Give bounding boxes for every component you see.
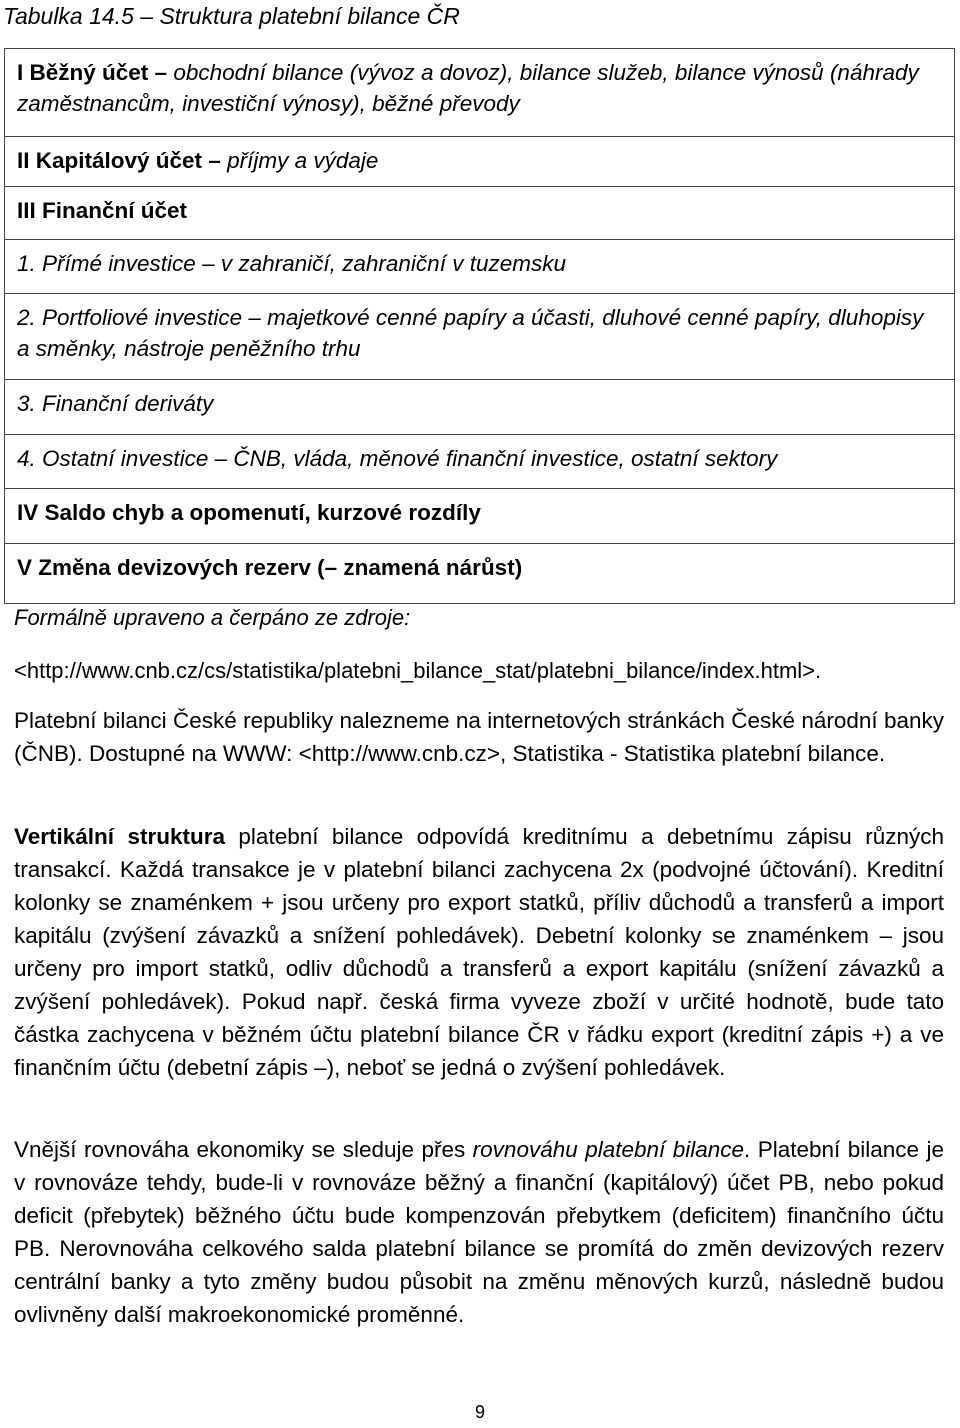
table-row-errors-omissions: IV Saldo chyb a opomenutí, kurzové rozdíly <box>5 489 954 544</box>
page-number: 9 <box>474 1402 485 1422</box>
paragraph-cnb-website: Platební bilanci České republiky nalezneme na internetových stránkách České národní banky (ČNB). Dostupné na WWW: <http://www.cnb.cz>, Statistika - Statistika platební bilance. <box>14 708 944 766</box>
capital-account-heading: II Kapitálový účet – <box>17 148 221 173</box>
table-row-portfolio-investment: 2. Portfoliové investice – majetkové cenné papíry a účasti, dluhové cenné papíry, dluhopisy a směnky, nástroje peněžního trhu <box>5 294 954 380</box>
table-row-other-investment: 4. Ostatní investice – ČNB, vláda, měnové finanční investice, ostatní sektory <box>5 435 954 489</box>
external-balance-start: Vnější rovnováha ekonomiky se sleduje přes <box>14 1137 473 1162</box>
table-row-capital-account <box>5 137 954 187</box>
table-row-direct-investment: 1. Přímé investice – v zahraničí, zahraniční v tuzemsku <box>5 240 954 294</box>
table-row-current-account <box>5 49 954 137</box>
current-account-items: obchodní bilance (vývoz a dovoz), bilance služeb, bilance výnosů (náhrady zaměstnancům, investiční výnosy), běžné převody <box>17 60 919 116</box>
table-caption: Tabulka 14.5 – Struktura platební bilance ČR <box>3 3 460 29</box>
source-label: Formálně upraveno a čerpáno ze zdroje: <box>14 605 411 630</box>
paragraph-external-balance <box>14 1133 944 1331</box>
vertical-structure-term: Vertikální struktura <box>14 824 225 849</box>
paragraph-vertical-structure <box>14 820 944 1084</box>
source-url: <http://www.cnb.cz/cs/statistika/platebni_bilance_stat/platebni_bilance/index.html>. <box>14 658 822 683</box>
current-account-heading: I Běžný účet – <box>17 60 168 85</box>
balance-structure-table <box>4 48 955 604</box>
external-balance-term: rovnováhu platební bilance <box>472 1137 745 1162</box>
table-row-financial-account: III Finanční účet <box>5 187 954 240</box>
external-balance-text: . Platební bilance je v rovnováze tehdy, bude-li v rovnováze běžný a finanční (kapitálový) účet PB, nebo pokud deficit (přebytek) běžného účtu bude kompenzován přebytkem (deficitem) finančního účtu PB. Nerovnováha celkového salda platební bilance se promítá do změn devizových rezerv centrální banky a tyto změny budou působit na změnu měnových kurzů, následně budou ovlivněny další makroekonomické proměnné. <box>14 1137 944 1327</box>
vertical-structure-text: platební bilance odpovídá kreditnímu a debetnímu zápisu různých transakcí. Každá transakce je v platební bilanci zachycena 2x (podvojné účtování). Kreditní kolonky se znaménkem + jsou určeny pro export statků, příliv důchodů a transferů a import kapitálu (zvýšení závazků a snížení pohledávek). Debetní kolonky se znaménkem – jsou určeny pro import statků, odliv důchodů a transferů a export kapitálu (snížení závazků a zvýšení pohledávek). Pokud např. česká firma vyveze zboží v určité hodnotě, bude tato částka zachycena v běžném účtu platební bilance ČR v řádku export (kreditní zápis +) a ve finančním účtu (debetní zápis –), neboť se jedná o zvýšení pohledávek. <box>14 824 944 1080</box>
table-row-reserve-change: V Změna devizových rezerv (– znamená nárůst) <box>17 555 523 580</box>
capital-account-items: příjmy a výdaje <box>220 148 379 173</box>
table-row-derivatives: 3. Finanční deriváty <box>5 380 954 435</box>
